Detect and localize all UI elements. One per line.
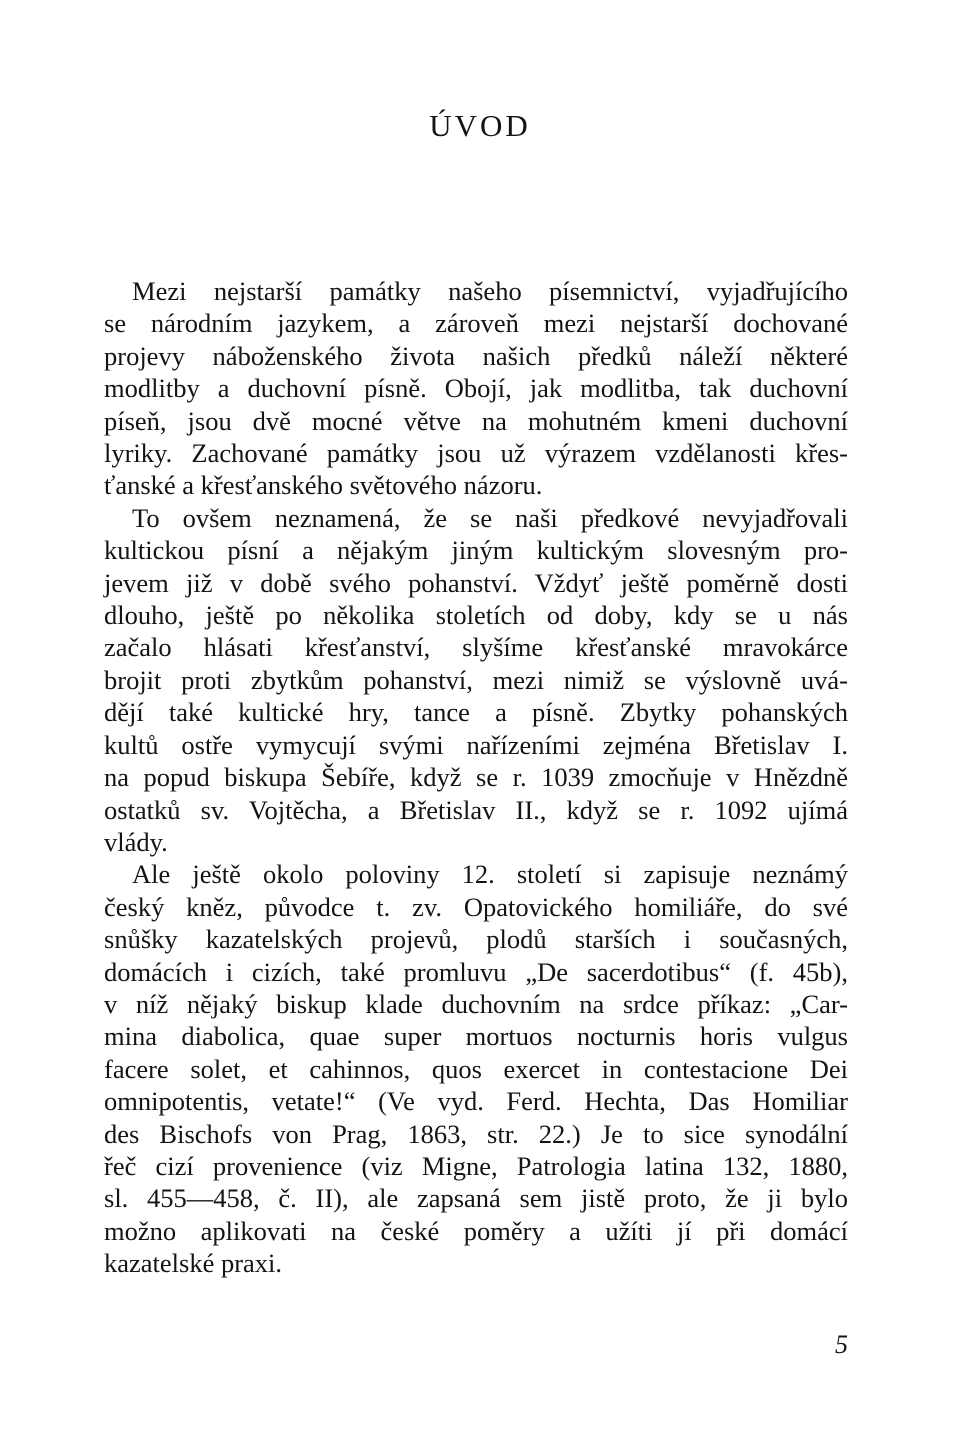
text-line: vlády. bbox=[104, 826, 168, 857]
text-line: omnipotentis, vetate!“ (Ve vyd. Ferd. Hechta, Das Homiliar bbox=[104, 1086, 848, 1117]
text-line: modlitby a duchovní písně. Obojí, jak modlitba, tak duchovní bbox=[104, 373, 848, 404]
paragraph-3 bbox=[104, 858, 848, 1279]
text-line: začalo hlásati křesťanství, slyšíme křesťanské mravokárce bbox=[104, 632, 848, 663]
text-line: domácích i cizích, také promluvu „De sacerdotibus“ (f. 45b), bbox=[104, 956, 848, 987]
text-line: Ale ještě okolo poloviny 12. století si zapisuje neznámý bbox=[132, 859, 848, 890]
text-line: sl. 455—458, č. II), ale zapsaná sem jistě proto, že ji bylo bbox=[104, 1183, 848, 1214]
text-line: píseň, jsou dvě mocné větve na mohutném kmeni duchovní bbox=[104, 405, 848, 436]
text-line: český kněz, původce t. zv. Opatovického homiliáře, do své bbox=[104, 891, 848, 922]
text-line: možno aplikovati na české poměry a užíti jí při domácí bbox=[104, 1215, 848, 1246]
text-line: kazatelské praxi. bbox=[104, 1248, 283, 1279]
paragraph-1 bbox=[104, 275, 848, 502]
text-line: na popud biskupa Šebíře, když se r. 1039 zmocňuje v Hnězdně bbox=[104, 762, 848, 793]
text-line: kultickou písní a nějakým jiným kultickým slovesným pro- bbox=[104, 535, 848, 566]
text-line: jevem již v době svého pohanství. Vždyť ještě poměrně dosti bbox=[104, 567, 848, 598]
text-line: To ovšem neznamená, že se naši předkové nevyjadřovali bbox=[132, 502, 848, 533]
text-line: lyriky. Zachované památky jsou už výrazem vzdělanosti křes- bbox=[104, 438, 848, 469]
text-line: ostatků sv. Vojtěcha, a Břetislav II., když se r. 1092 ujímá bbox=[104, 794, 848, 825]
text-line: Mezi nejstarší památky našeho písemnictví, vyjadřujícího bbox=[132, 276, 848, 306]
text-line: mina diabolica, quae super mortuos nocturnis horis vulgus bbox=[104, 1021, 848, 1052]
text-line: brojit proti zbytkům pohanství, mezi nimiž se výslovně uvá- bbox=[104, 664, 848, 695]
text-line: snůšky kazatelských projevů, plodů starších i současných, bbox=[104, 924, 848, 955]
text-line: facere solet, et cahinnos, quos exercet in contestacione Dei bbox=[104, 1053, 848, 1084]
paragraph-2 bbox=[104, 502, 848, 858]
text-line: dlouho, ještě po několika stoletích od doby, kdy se u nás bbox=[104, 600, 848, 631]
page-heading: ÚVOD bbox=[429, 108, 531, 143]
text-line: des Bischofs von Prag, 1863, str. 22.) Je to sice synodální bbox=[104, 1118, 848, 1149]
text-line: se národním jazykem, a zároveň mezi nejstarší dochované bbox=[104, 308, 848, 339]
text-line: kultů ostře vymycují svými nařízeními zejména Břetislav I. bbox=[104, 729, 848, 760]
text-line: dějí také kultické hry, tance a písně. Zbytky pohanských bbox=[104, 697, 848, 728]
text-line: projevy náboženského života našich předků náleží některé bbox=[104, 340, 848, 371]
text-line: v níž nějaký biskup klade duchovním na srdce příkaz: „Car- bbox=[104, 988, 848, 1019]
body-text bbox=[104, 275, 848, 1280]
page-number: 5 bbox=[835, 1330, 848, 1359]
text-line: ťanské a křesťanského světového názoru. bbox=[104, 470, 543, 501]
text-line: řeč cizí provenience (viz Migne, Patrologia latina 132, 1880, bbox=[104, 1150, 848, 1181]
